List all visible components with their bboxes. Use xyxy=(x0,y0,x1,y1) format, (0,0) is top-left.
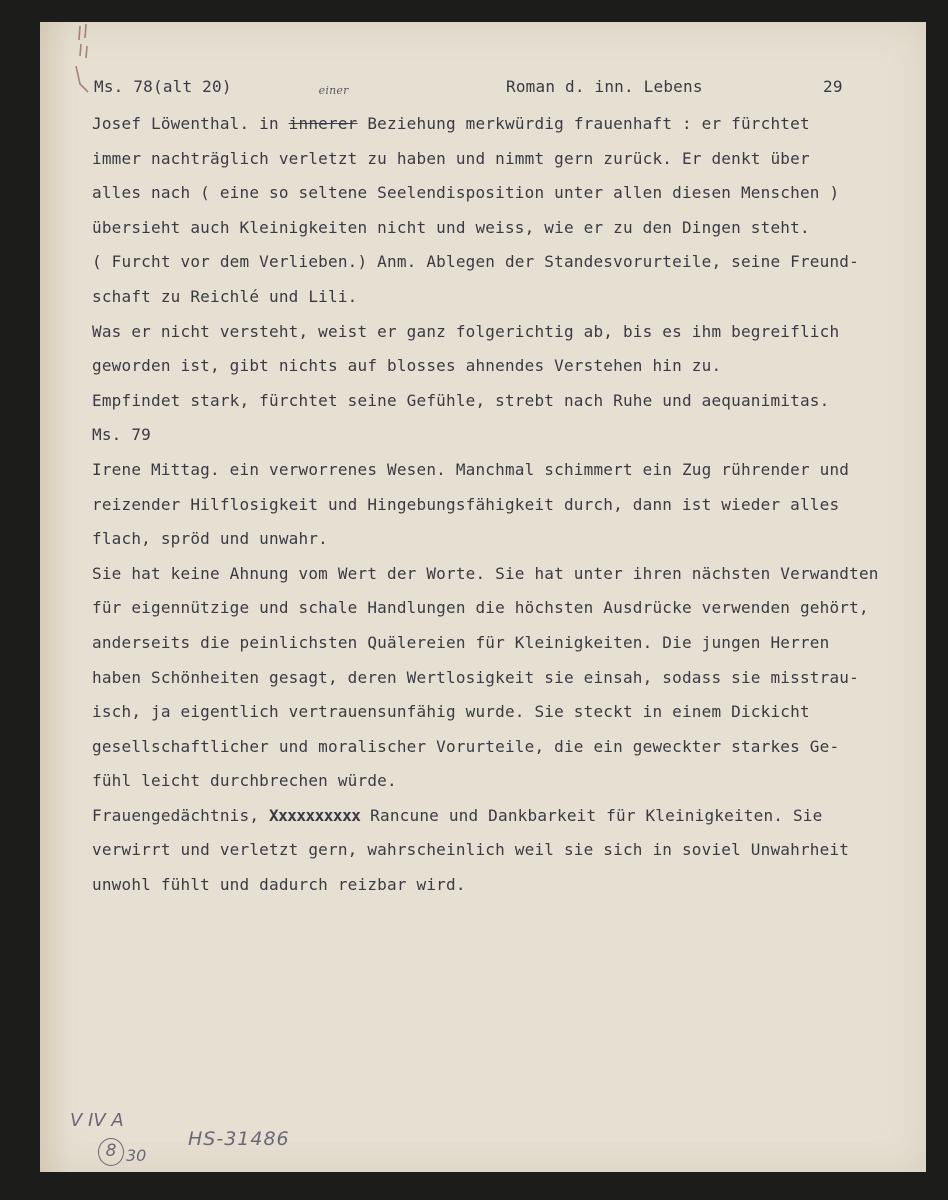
paper-edge-shading xyxy=(40,22,70,1172)
struck-word: innerer xyxy=(288,114,358,133)
text-line: haben Schönheiten gesagt, deren Wertlosigkeit sie einsah, sodass sie misstrau- xyxy=(92,667,859,687)
page-header xyxy=(94,77,854,99)
text-line: anderseits die peinlichsten Quälereien für Kleinigkeiten. Die jungen Herren xyxy=(92,632,830,652)
text-line: ( Furcht vor dem Verlieben.) Anm. Ablegen der Standesvorurteile, seine Freund- xyxy=(92,252,859,272)
inventory-number: HS-31486 xyxy=(188,1128,290,1150)
inserted-word: einer xyxy=(318,84,349,97)
text-line: isch, ja eigentlich vertrauensunfähig wurde. Sie steckt in einem Dickicht xyxy=(92,702,810,722)
text-line: flach, spröd und unwahr. xyxy=(92,529,328,549)
handwritten-correction xyxy=(288,84,358,142)
folio-number: 30 xyxy=(126,1146,147,1165)
work-title: Roman d. inn. Lebens xyxy=(506,77,703,96)
text-line: fühl leicht durchbrechen würde. xyxy=(92,771,397,791)
text-segment: Rancune und Dankbarkeit für Kleinigkeiten. Sie xyxy=(360,805,823,825)
text-line: unwohl fühlt und dadurch reizbar wird. xyxy=(92,875,466,895)
text-line: Sie hat keine Ahnung vom Wert der Worte. Sie hat unter ihren nächsten Verwandten xyxy=(92,563,879,583)
text-line: gesellschaftlicher und moralischer Vorurteile, die ein geweckter starkes Ge- xyxy=(92,736,840,756)
text-segment: Frauengedächtnis, xyxy=(92,805,269,825)
text-line: geworden ist, gibt nichts auf blosses ahnendes Verstehen hin zu. xyxy=(92,356,722,376)
text-line: Irene Mittag. ein verworrenes Wesen. Manchmal schimmert ein Zug rührender und xyxy=(92,459,850,479)
text-line xyxy=(92,799,922,834)
text-line: für eigennützige und schale Handlungen die höchsten Ausdrücke verwenden gehört, xyxy=(92,598,869,618)
text-line: reizender Hilflosigkeit und Hingebungsfähigkeit durch, dann ist wieder alles xyxy=(92,494,840,514)
text-segment: Josef Löwenthal. in xyxy=(92,114,289,133)
text-line: verwirrt und verletzt gern, wahrscheinlich weil sie sich in soviel Unwahrheit xyxy=(92,840,850,860)
manuscript-number: Ms. 78(alt 20) xyxy=(94,77,232,96)
text-line: Was er nicht versteht, weist er ganz folgerichtig ab, bis es ihm begreiflich xyxy=(92,321,840,341)
archive-annotations xyxy=(70,1110,370,1170)
text-segment: Beziehung merkwürdig frauenhaft : er fürchtet xyxy=(357,114,810,133)
shelfmark: V IV A xyxy=(70,1110,124,1131)
typed-over-word: Xxxxxxxxxx xyxy=(269,805,361,825)
text-line: Ms. 79 xyxy=(92,425,151,445)
text-line: übersieht auch Kleinigkeiten nicht und weiss, wie er zu den Dingen steht. xyxy=(92,217,810,237)
circled-number: 8 xyxy=(98,1138,124,1166)
text-line: immer nachträglich verletzt zu haben und nimmt gern zurück. Er denkt über xyxy=(92,148,810,168)
text-line: alles nach ( eine so seltene Seelendisposition unter allen diesen Menschen ) xyxy=(92,183,840,203)
page-number: 29 xyxy=(823,77,843,96)
text-line: schaft zu Reichlé und Lili. xyxy=(92,286,358,306)
text-line: Empfindet stark, fürchtet seine Gefühle, strebt nach Ruhe und aequanimitas. xyxy=(92,390,830,410)
